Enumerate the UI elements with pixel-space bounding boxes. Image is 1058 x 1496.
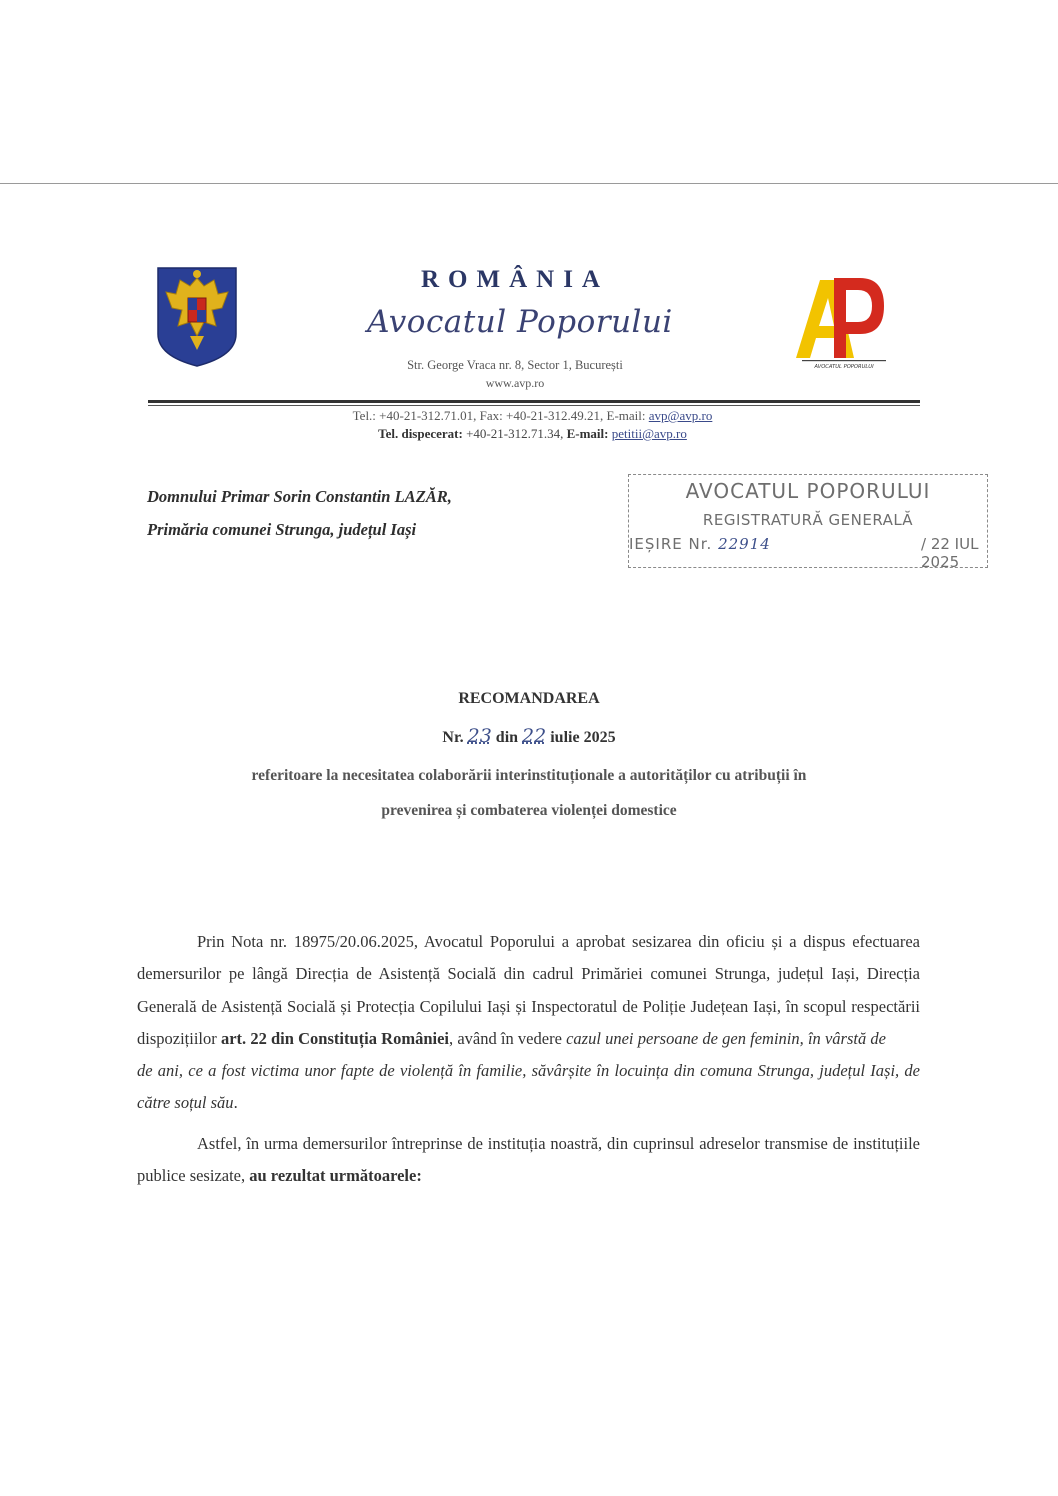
p1-bold: art. 22 din Constituția României [220, 1028, 449, 1048]
addressee-name: Domnului Primar Sorin Constantin LAZĂR, [147, 487, 452, 506]
din-label: din [495, 729, 519, 746]
paragraph-2 [137, 1128, 920, 1193]
month-year: iulie 2025 [550, 729, 616, 746]
document-number-line [150, 725, 908, 747]
p1-text-b: , având în vedere [449, 1028, 567, 1048]
stamp-exit-number: 22914 [718, 535, 771, 553]
scan-edge-line [0, 183, 1058, 184]
p1-text-a: Prin Nota nr. 18975/20.06.2025, Avocatul Poporului a aprobat sesizarea din oficiu și a dispus efectuarea demersurilor pe lângă Direcția de Asistență Socială din cadrul Primăriei comunei Strunga, județul Iași, Direcția Generală de Asistență Socială și Protecția Copilului Iași și Inspectoratul de Poliție Județean Iași, în scopul respectării dispozițiilor [137, 932, 920, 1048]
p1-italic-a: cazul unei persoane de gen feminin, în vârstă de [566, 1028, 886, 1048]
dispatch-phone: +40-21-312.71.34, [462, 426, 567, 441]
subject-line-1: referitoare la necesitatea colaborării interinstituționale a autorităților cu atribuții în [251, 767, 807, 784]
country-name: ROMÂNIA [421, 266, 609, 293]
header-rule-thick [148, 400, 920, 403]
contact-line-2 [200, 426, 865, 442]
addressee-block [147, 480, 452, 546]
email-link-petitii[interactable]: petitii@avp.ro [611, 426, 687, 441]
romania-coat-of-arms-icon [156, 264, 238, 368]
p1-italic-b: de ani, ce a fost victima unor fapte de violență în familie, săvârșite în locuința din comuna Strunga, județul Iași, de către soțul său [137, 1061, 920, 1113]
p1-end: . [233, 1093, 238, 1113]
institution-address: Str. George Vraca nr. 8, Sector 1, București [407, 358, 623, 372]
avocatul-poporului-logo-icon [790, 272, 890, 372]
nr-value: 23 [467, 725, 492, 747]
subject-line-2: prevenirea și combaterea violenței domestice [381, 802, 677, 819]
logo-caption: AVOCATUL POPORULUI [814, 364, 874, 370]
email-link-avp[interactable]: avp@avp.ro [648, 408, 713, 423]
paragraph-1 [137, 926, 920, 1120]
document-subject [150, 758, 908, 828]
dispatch-label: Tel. dispecerat: [378, 426, 463, 441]
header-rule-thin [148, 405, 920, 406]
document-title: RECOMANDAREA [458, 690, 600, 707]
stamp-registry: REGISTRATURĂ GENERALĂ [702, 511, 914, 529]
registry-stamp [628, 474, 988, 571]
p2-bold: au rezultat următoarele: [249, 1166, 422, 1186]
addressee-institution: Primăria comunei Strunga, județul Iași [147, 520, 417, 539]
contact-phone-fax: Tel.: +40-21-312.71.01, Fax: +40-21-312.49.21, E-mail: [352, 408, 649, 423]
nr-label: Nr. [442, 729, 464, 746]
stamp-exit-label: IEȘIRE Nr. [629, 535, 713, 553]
contact-line-1 [200, 408, 865, 424]
stamp-institution: AVOCATUL POPORULUI [685, 479, 931, 503]
institution-website: www.avp.ro [485, 376, 545, 390]
institution-name: Avocatul Poporului [367, 304, 673, 340]
day-value: 22 [522, 725, 547, 747]
document-body [137, 926, 920, 1192]
stamp-exit-line [629, 535, 771, 553]
stamp-date: / 22 IUL 2025 [921, 535, 979, 571]
email-label: E-mail: [566, 426, 609, 441]
p2-text: Astfel, în urma demersurilor întreprinse de instituția noastră, din cuprinsul adreselor transmise de instituțiile publice sesizate, [137, 1133, 920, 1186]
